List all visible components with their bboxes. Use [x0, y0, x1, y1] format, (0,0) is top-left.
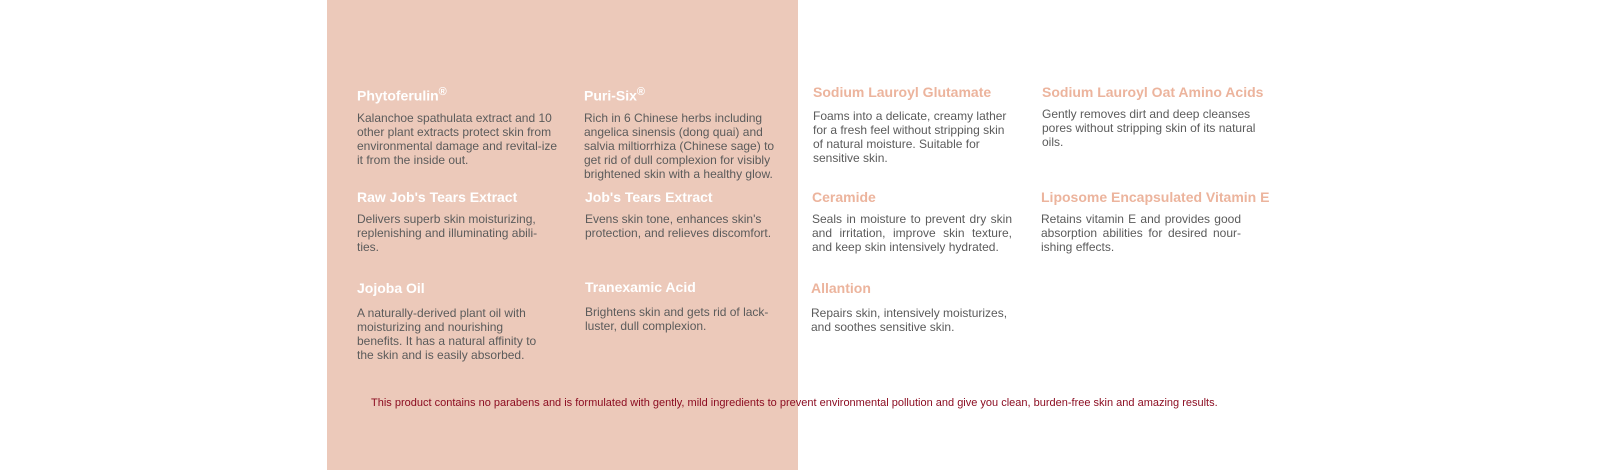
ingredient-name: Phytoferulin: [357, 87, 439, 104]
ingredient-description: Delivers superb skin moisturizing, replenishing and illuminating abili-ties.: [357, 212, 538, 254]
ingredient-liposome-encapsulated-vitamin-e: [1041, 189, 1270, 254]
ingredient-description: Foams into a delicate, creamy lather for a fresh feel without stripping skin of natural moisture. Suitable for sensitive skin.: [813, 109, 1007, 165]
ingredient-puri-six: [584, 84, 794, 181]
ingredient-name: Sodium Lauroyl Oat Amino Acids: [1042, 84, 1264, 100]
ingredient-description: Kalanchoe spathulata extract and 10 other plant extracts protect skin from environmental damage and revital-ize it from the inside out.: [357, 110, 558, 167]
footer-note: This product contains no parabens and is formulated with gently, mild ingredients to prevent environmental pollution and give you clean, burden-free skin and amazing results.: [371, 397, 1218, 409]
ingredient-jojoba-oil: [357, 280, 567, 362]
ingredient-description: Retains vitamin E and provides good absorption abilities for desired nour-ishing effects.: [1041, 212, 1241, 254]
ingredient-phytoferulin: [357, 84, 567, 167]
ingredient-name: Jojoba Oil: [357, 280, 425, 296]
ingredient-description: Brightens skin and gets rid of lack-luster, dull complexion.: [585, 305, 769, 333]
ingredient-name: Job's Tears Extract: [585, 189, 713, 205]
registered-mark: ®: [438, 86, 447, 98]
ingredient-description: Gently removes dirt and deep cleanses pores without stripping skin of its natural oils.: [1042, 107, 1256, 149]
ingredient-title: [357, 84, 567, 105]
ingredient-description: Evens skin tone, enhances skin's protection, and relieves discomfort.: [585, 212, 772, 240]
ingredient-raw-jobs-tears-extract: [357, 189, 567, 254]
ingredient-description: Seals in moisture to prevent dry skin and irritation, improve skin texture, and keep skin intensively hydrated.: [812, 212, 1012, 254]
ingredient-name: Sodium Lauroyl Glutamate: [813, 84, 992, 100]
ingredient-sodium-lauroyl-oat-amino-acids: [1042, 84, 1267, 149]
ingredient-name: Liposome Encapsulated Vitamin E: [1041, 189, 1270, 205]
ingredient-ceramide: [812, 189, 1022, 254]
ingredient-jobs-tears-extract: [585, 189, 795, 240]
ingredient-allantion: [811, 280, 1021, 334]
ingredient-name: Raw Job's Tears Extract: [357, 189, 518, 205]
ingredient-title: [584, 84, 794, 105]
registered-mark: ®: [636, 86, 646, 98]
ingredient-description: Repairs skin, intensively moisturizes, and soothes sensitive skin.: [811, 306, 1008, 334]
ingredient-name: Puri-Six: [584, 87, 637, 104]
ingredient-name: Tranexamic Acid: [585, 279, 696, 295]
ingredient-name: Ceramide: [812, 189, 876, 205]
ingredient-description: Rich in 6 Chinese herbs including angelica sinensis (dong quai) and salvia miltiorrhiza (Chinese sage) to get rid of dull complexion for visibly brightened skin with a healthy glow.: [584, 110, 775, 181]
ingredient-name: Allantion: [811, 280, 871, 296]
ingredient-tranexamic-acid: [585, 279, 795, 333]
ingredient-sodium-lauroyl-glutamate: [813, 84, 1023, 165]
ingredient-description: A naturally-derived plant oil with moisturizing and nourishing benefits. It has a natural affinity to the skin and is easily absorbed.: [357, 306, 537, 362]
